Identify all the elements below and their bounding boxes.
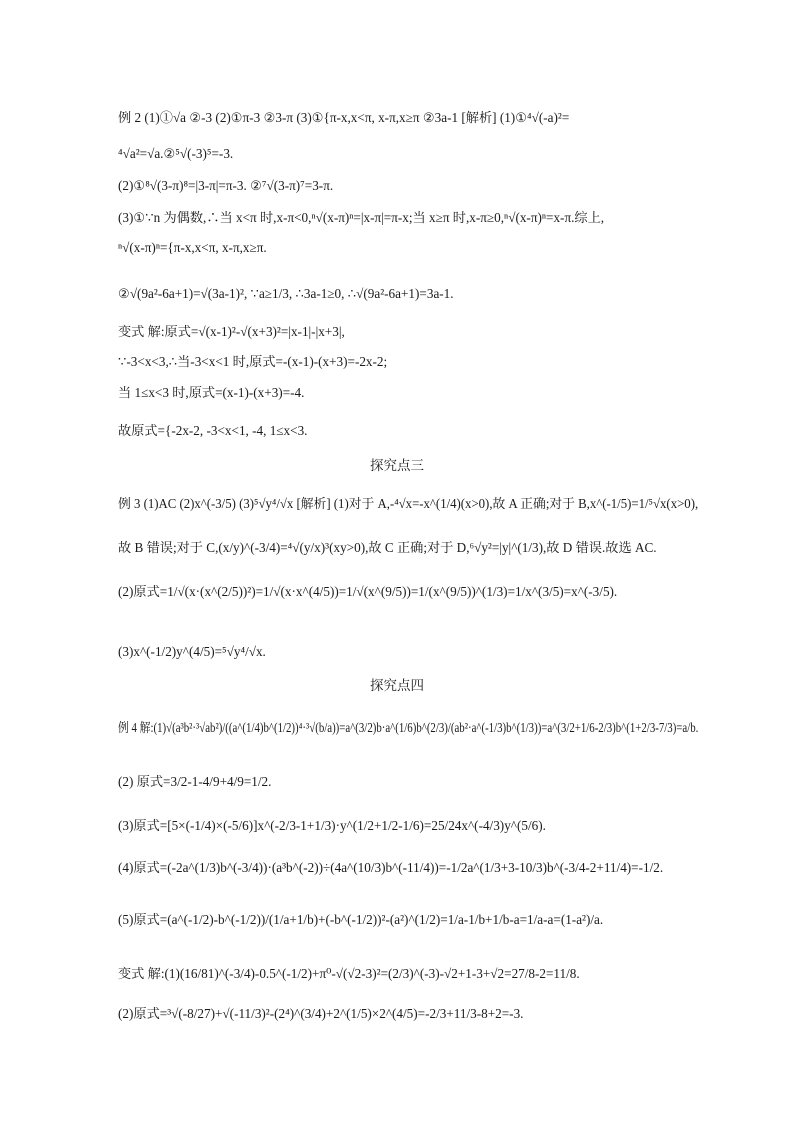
variant-1-step-3: 当 1≤x<3 时,原式=(x-1)-(x+3)=-4. <box>118 385 305 400</box>
example-3-solution-1-cont: 故 B 错误;对于 C,(x/y)^(-3/4)=⁴√(y/x)³(xy>0),故 C 正确;对于 D,⁶√y²=|y|^(1/3),故 D 错误.故选 AC. <box>118 540 657 555</box>
section-heading-4: 探究点四 <box>370 678 424 694</box>
variant-2-solution-2: (2)原式=³√(-8/27)+√(-11/3)²-(2⁴)^(3/4)+2^(1/5)×2^(4/5)=-2/3+11/3-8+2=-3. <box>118 1006 524 1021</box>
section-heading-3: 探究点三 <box>370 458 424 474</box>
example-3-answers: 例 3 (1)AC (2)x^(-3/5) (3)⁵√y⁴/√x [解析] (1)对于 A,-⁴√x=-x^(1/4)(x>0),故 A 正确;对于 B,x^(-1/5)=1/⁵√x(x>0), <box>118 496 699 511</box>
example-3-solution-2: (2)原式=1/√(x·(x^(2/5))²)=1/√(x·x^(4/5))=1/√(x^(9/5))=1/(x^(9/5))^(1/3)=1/x^(3/5)=x^(-3/5). <box>118 584 618 599</box>
example-2-solution-3: (3)①∵n 为偶数,∴当 x<π 时,x-π<0,ⁿ√(x-π)ⁿ=|x-π|=π-x;当 x≥π 时,x-π≥0,ⁿ√(x-π)ⁿ=x-π.综上, <box>118 210 605 225</box>
example-4-solution-2: (2) 原式=3/2-1-4/9+4/9=1/2. <box>118 774 272 789</box>
example-2-answers: 例 2 (1)①√a ②-3 (2)①π-3 ②3-π (3)①{π-x,x<π, x-π,x≥π ②3a-1 [解析] (1)①⁴√(-a)²= <box>118 110 570 125</box>
variant-1-step-2: ∵-3<x<3,∴当-3<x<1 时,原式=-(x-1)-(x+3)=-2x-2; <box>118 354 388 369</box>
variant-1-conclusion: 故原式={-2x-2, -3<x<1, -4, 1≤x<3. <box>118 423 308 438</box>
example-3-solution-3: (3)x^(-1/2)y^(4/5)=⁵√y⁴/√x. <box>118 644 266 659</box>
example-4-solution-4: (4)原式=(-2a^(1/3)b^(-3/4))·(a³b^(-2))÷(4a^(10/3)b^(-11/4))=-1/2a^(1/3+3-10/3)b^(-3/4-2+11/4)=-1/2. <box>118 860 664 875</box>
example-4-solution-3: (3)原式=[5×(-1/4)×(-5/6)]x^(-2/3-1+1/3)·y^(1/2+1/2-1/6)=25/24x^(-4/3)y^(5/6). <box>118 818 546 833</box>
example-2-solution-1-cont: ⁴√a²=√a.②⁵√(-3)⁵=-3. <box>118 146 234 161</box>
variant-1-step-1: 变式 解:原式=√(x-1)²-√(x+3)²=|x-1|-|x+3|, <box>118 324 345 339</box>
example-4-solution-1: 例 4 解:(1)√(a³b²·³√ab²)/((a^(1/4)b^(1/2))⁴·³√(b/a))=a^(3/2)b·a^(1/6)b^(2/3)/(ab²·a^(-1/3)b^(1/3))=a^(3/2+1/6-2/3)b^(1+2/3-7/3)=a/b. <box>118 720 699 735</box>
example-2-solution-3-part-2: ②√(9a²-6a+1)=√(3a-1)², ∵a≥1/3, ∴3a-1≥0, ∴√(9a²-6a+1)=3a-1. <box>118 286 454 301</box>
example-2-solution-3-cont: ⁿ√(x-π)ⁿ={π-x,x<π, x-π,x≥π. <box>118 240 267 255</box>
variant-2-solution-1: 变式 解:(1)(16/81)^(-3/4)-0.5^(-1/2)+π⁰-√(√2-3)²=(2/3)^(-3)-√2+1-3+√2=27/8-2=11/8. <box>118 966 580 981</box>
example-2-solution-2: (2)①⁸√(3-π)⁸=|3-π|=π-3. ②⁷√(3-π)⁷=3-π. <box>118 178 334 193</box>
example-4-solution-5: (5)原式=(a^(-1/2)-b^(-1/2))/(1/a+1/b)+(-b^(-1/2))²-(a²)^(1/2)=1/a-1/b+1/b-a=1/a-a=(1-a²)/a. <box>118 912 604 927</box>
